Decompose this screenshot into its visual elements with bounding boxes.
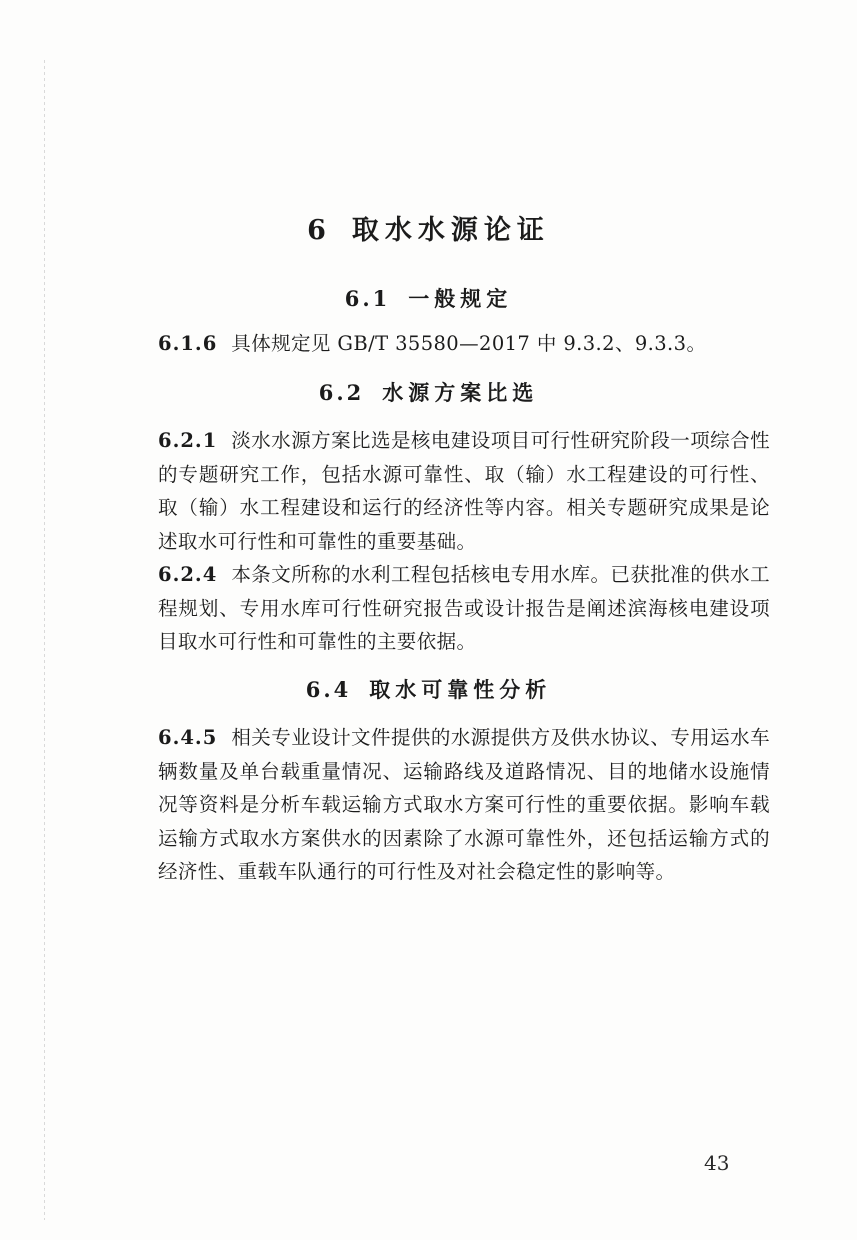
section-title-6-4 <box>0 674 857 704</box>
clause-6-2-4 <box>158 558 770 659</box>
clause-6-1-6 <box>158 327 770 361</box>
section-number: 6.4 <box>305 677 352 702</box>
clause-number: 6.4.5 <box>158 726 218 749</box>
clause-text: 相关专业设计文件提供的水源提供方及供水协议、专用运水车辆数量及单台载重量情况、运输路线及道路情况、目的地储水设施情况等资料是分析车载运输方式取水方案可行性的重要依据。影响车载运输方式取水方案供水的因素除了水源可靠性外，还包括运输方式的经济性、重载车队通行的可行性及对社会稳定性的影响等。 <box>158 726 770 883</box>
page-number: 43 <box>704 1151 730 1175</box>
chapter-number: 6 <box>307 215 332 246</box>
clause-text: 淡水水源方案比选是核电建设项目可行性研究阶段一项综合性的专题研究工作，包括水源可靠性、取（输）水工程建设的可行性、取（输）水工程建设和运行的经济性等内容。相关专题研究成果是论述取水可行性和可靠性的重要基础。 <box>158 429 770 553</box>
chapter-title <box>0 208 857 247</box>
clause-number: 6.2.1 <box>158 429 218 452</box>
clause-number: 6.2.4 <box>158 563 218 586</box>
section-title-text: 取水可靠性分析 <box>369 678 552 702</box>
clause-text: 本条文所称的水利工程包括核电专用水库。已获批准的供水工程规划、专用水库可行性研究报告或设计报告是阐述滨海核电建设项目取水可行性和可靠性的主要依据。 <box>158 563 770 653</box>
section-number: 6.2 <box>318 380 365 405</box>
clause-6-4-5 <box>158 721 770 889</box>
clause-number: 6.1.6 <box>158 332 218 355</box>
section-title-6-1 <box>0 283 857 313</box>
section-number: 6.1 <box>344 286 391 311</box>
section-title-6-2 <box>0 377 857 407</box>
section-title-text: 水源方案比选 <box>382 381 539 405</box>
chapter-title-text: 取水水源论证 <box>351 215 550 246</box>
clause-text: 具体规定见 GB/T 35580—2017 中 9.3.2、9.3.3。 <box>231 332 707 355</box>
clause-6-2-1 <box>158 424 770 558</box>
section-title-text: 一般规定 <box>408 287 513 311</box>
